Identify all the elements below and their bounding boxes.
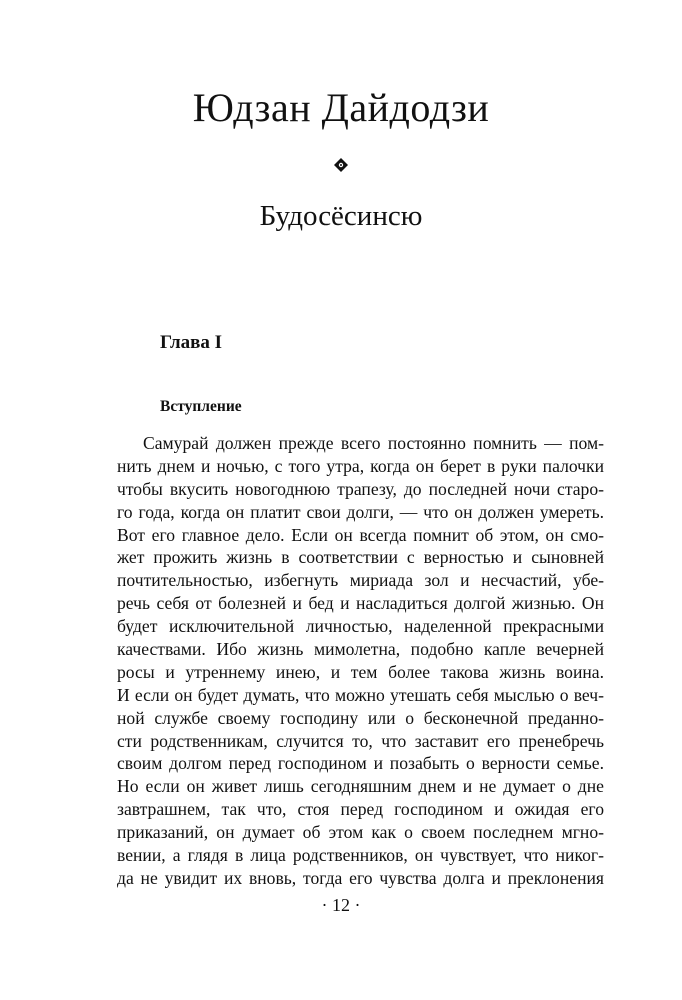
text-line: своим долгом перед господином и позабыть о верности семье.	[117, 753, 604, 774]
text-line: будет исключительной личностью, наделенной прекрасными	[117, 616, 604, 637]
text-line: чтобы вкусить новогоднюю трапезу, до последней ночи старо-	[117, 478, 604, 499]
section-heading: Вступление	[160, 398, 242, 415]
ornament-icon	[334, 158, 348, 172]
text-line: Вот его главное дело. Если он всегда помнит об этом, он смо-	[117, 524, 604, 545]
text-line: сти родственникам, случится то, что заставит его пренебречь	[117, 730, 604, 751]
text-line: И если он будет думать, что можно утешать себя мыслью о веч-	[117, 684, 604, 705]
text-line: росы и утреннему инею, и тем более такова жизнь воина.	[117, 661, 604, 682]
chapter-heading: Глава I	[160, 332, 223, 353]
text-line: завтрашнем, так что, стоя перед господином и ожидая его	[117, 799, 604, 820]
text-line: го года, когда он платит свои долги, — что он должен умереть.	[117, 501, 604, 522]
text-line: Самурай должен прежде всего постоянно помнить — пом-	[143, 433, 604, 453]
text-line: качествами. Ибо жизнь мимолетна, подобно капле вечерней	[117, 639, 604, 660]
work-title: Будосёсинсю	[259, 200, 423, 232]
text-line: почтительностью, избегнуть мириада зол и несчастий, убе-	[117, 570, 604, 591]
text-line: да не увидит их вновь, тогда его чувства долга и преклонения	[117, 867, 604, 888]
body-text	[117, 432, 604, 890]
page-number: · 12 ·	[321, 895, 361, 915]
text-line: ной службе своему господину или о бесконечной преданно-	[117, 707, 604, 728]
text-line: вении, а глядя в лица родственников, он чувствует, что никог-	[117, 845, 604, 866]
author-name: Юдзан Дайдодзи	[192, 85, 490, 130]
text-line: Но если он живет лишь сегодняшним днем и не думает о дне	[117, 776, 604, 797]
text-line: приказаний, он думает об этом как о своем последнем мгно-	[117, 822, 604, 843]
text-line: речь себя от болезней и бед и насладиться долгой жизнью. Он	[117, 593, 604, 614]
text-line: жет прожить жизнь в соответствии с верностью и сыновней	[117, 547, 604, 568]
text-line: нить днем и ночью, с того утра, когда он берет в руки палочки	[117, 455, 604, 476]
